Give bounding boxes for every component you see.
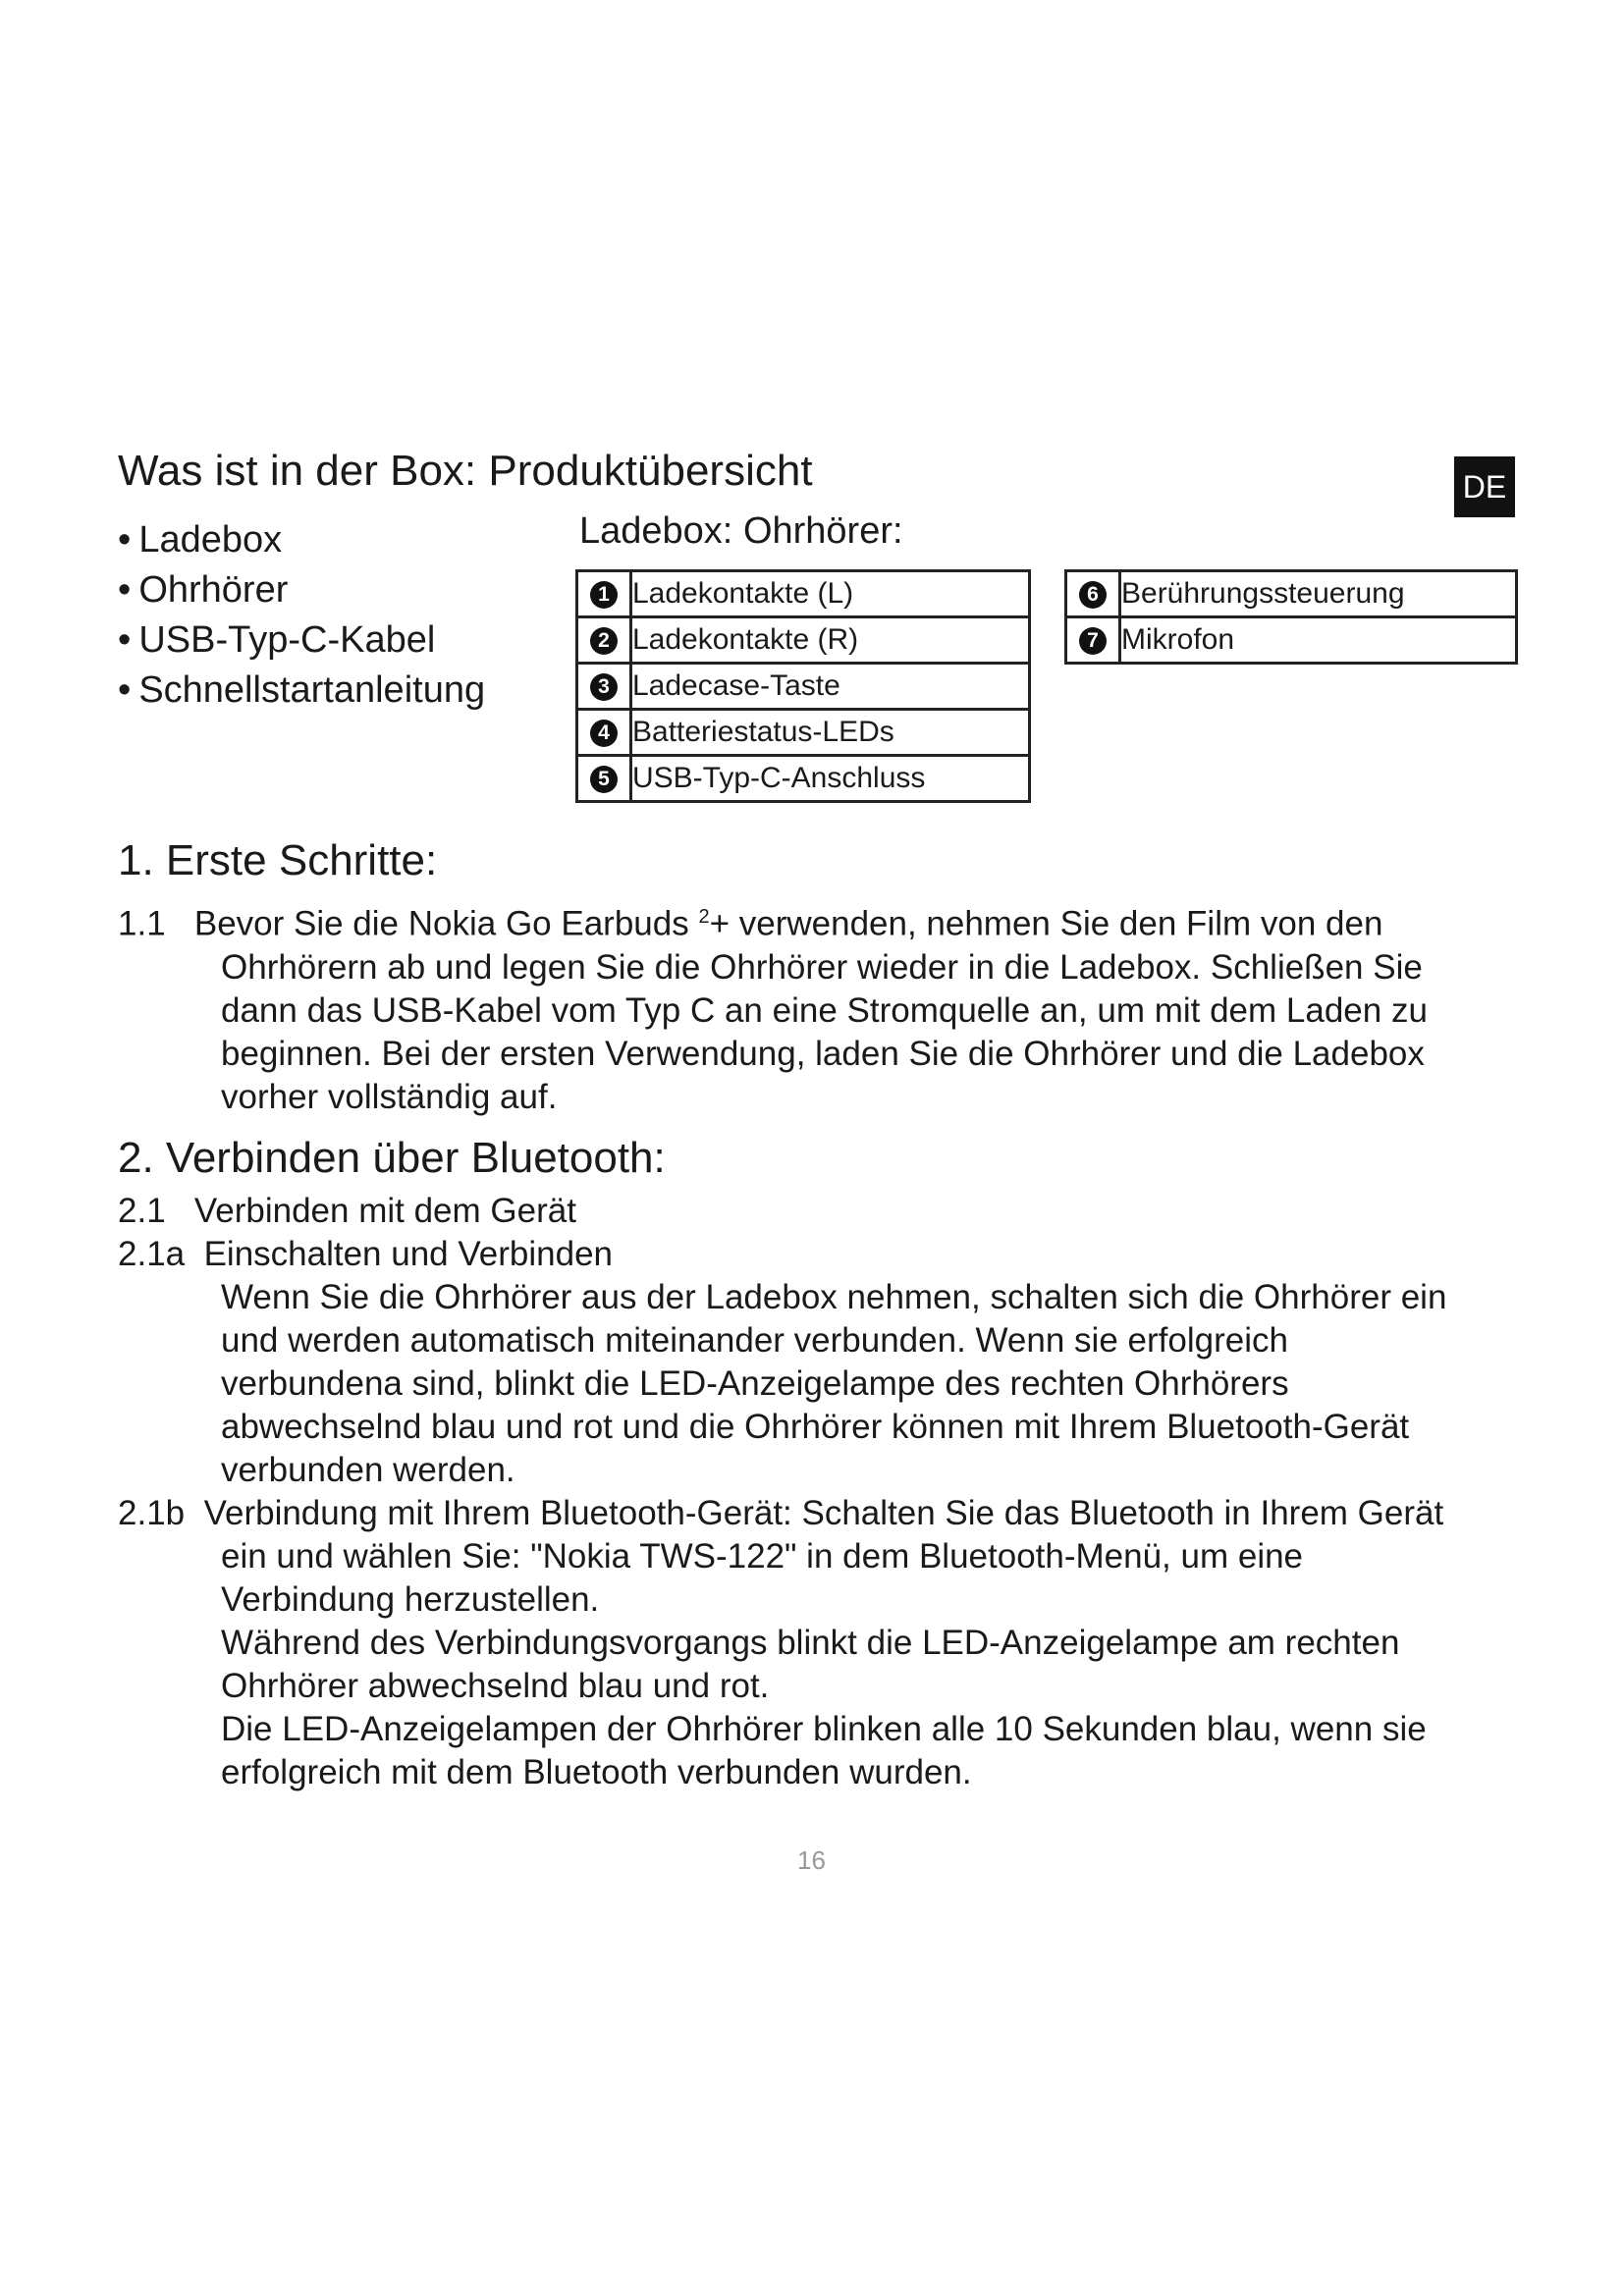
part-label: Mikrofon (1120, 617, 1517, 664)
table-row (577, 710, 1030, 756)
number-6-icon: 6 (1079, 581, 1107, 609)
part-number-cell (577, 571, 631, 617)
table-row (577, 664, 1030, 710)
number-1-icon: 1 (590, 581, 618, 609)
paragraph-line: dann das USB-Kabel vom Typ C an eine Stromquelle an, um mit dem Laden zu (221, 990, 1428, 1030)
subsection-2-1a: 2.1a Einschalten und Verbinden (118, 1235, 613, 1273)
paragraph-line: erfolgreich mit dem Bluetooth verbunden wurden. (221, 1753, 972, 1791)
part-label: Berührungssteuerung (1120, 571, 1517, 617)
text-span: Bevor Sie die Nokia Go Earbuds (193, 904, 699, 943)
part-number-cell (577, 664, 631, 710)
list-item: • Ladebox (118, 515, 485, 565)
part-label: Ladecase-Taste (631, 664, 1030, 710)
part-label: Batteriestatus-LEDs (631, 710, 1030, 756)
language-badge: DE (1454, 456, 1515, 517)
box-contents-list (118, 515, 485, 716)
paragraph-line: und werden automatisch miteinander verbunden. Wenn sie erfolgreich (221, 1321, 1288, 1360)
part-label: Ladekontakte (R) (631, 617, 1030, 664)
paragraph-line (118, 895, 1522, 946)
section-1-1 (118, 895, 1522, 1119)
paragraph-line: vorher vollständig auf. (221, 1077, 558, 1116)
part-number-cell (1066, 617, 1120, 664)
section-2-heading: 2. Verbinden über Bluetooth: (118, 1134, 666, 1182)
paragraph-line: Während des Verbindungsvorgangs blinkt die LED-Anzeigelampe am rechten (221, 1624, 1400, 1662)
table-row (1066, 617, 1517, 664)
number-3-icon: 3 (590, 673, 618, 701)
superscript: 2 (698, 906, 710, 928)
paragraph-line: Ohrhörern ab und legen Sie die Ohrhörer wieder in die Ladebox. Schließen Sie (221, 947, 1423, 987)
table-row (1066, 571, 1517, 617)
ohrhoerer-parts-table (1064, 569, 1518, 665)
part-number-cell (1066, 571, 1120, 617)
number-2-icon: 2 (590, 627, 618, 655)
page-title: Was ist in der Box: Produktübersicht (118, 447, 813, 495)
section-number: 1.1 (118, 904, 166, 943)
number-5-icon: 5 (590, 766, 618, 793)
paragraph-line: abwechselnd blau und rot und die Ohrhörer können mit Ihrem Bluetooth-Gerät (221, 1408, 1410, 1446)
list-item: • Schnellstartanleitung (118, 666, 485, 716)
part-label: Ladekontakte (L) (631, 571, 1030, 617)
number-4-icon: 4 (590, 720, 618, 747)
paragraph-line: Verbindung herzustellen. (221, 1580, 600, 1619)
list-item: • USB-Typ-C-Kabel (118, 615, 485, 666)
number-7-icon: 7 (1079, 627, 1107, 655)
table-row (577, 756, 1030, 802)
text-span: + verwenden, nehmen Sie den Film von den (709, 904, 1383, 943)
paragraph-line: beginnen. Bei der ersten Verwendung, laden Sie die Ohrhörer und die Ladebox (221, 1034, 1425, 1073)
ladebox-parts-table (575, 569, 1031, 803)
page-number: 16 (797, 1845, 826, 1875)
section-1-heading: 1. Erste Schritte: (118, 836, 438, 884)
ohrhoerer-heading: Ohrhörer: (742, 510, 903, 552)
subsection-2-1b: 2.1b Verbindung mit Ihrem Bluetooth-Gerät: Schalten Sie das Bluetooth in Ihrem Gerät (118, 1494, 1444, 1532)
list-item: • Ohrhörer (118, 565, 485, 615)
paragraph-line: ein und wählen Sie: "Nokia TWS-122" in dem Bluetooth-Menü, um eine (221, 1537, 1304, 1575)
table-row (577, 571, 1030, 617)
part-number-cell (577, 617, 631, 664)
paragraph-line: verbundena sind, blinkt die LED-Anzeigelampe des rechten Ohrhörers (221, 1364, 1289, 1403)
table-row (577, 617, 1030, 664)
parts-heading (579, 510, 903, 553)
section-2-body (118, 1190, 1522, 1794)
paragraph-line: Die LED-Anzeigelampen der Ohrhörer blinken alle 10 Sekunden blau, wenn sie (221, 1710, 1427, 1748)
part-number-cell (577, 756, 631, 802)
part-label: USB-Typ-C-Anschluss (631, 756, 1030, 802)
subsection-2-1: 2.1 Verbinden mit dem Gerät (118, 1192, 576, 1230)
paragraph-line: Ohrhörer abwechselnd blau und rot. (221, 1667, 770, 1705)
paragraph-line: verbunden werden. (221, 1451, 515, 1489)
ladebox-heading: Ladebox: (579, 510, 733, 552)
paragraph-line: Wenn Sie die Ohrhörer aus der Ladebox nehmen, schalten sich die Ohrhörer ein (221, 1278, 1447, 1316)
part-number-cell (577, 710, 631, 756)
